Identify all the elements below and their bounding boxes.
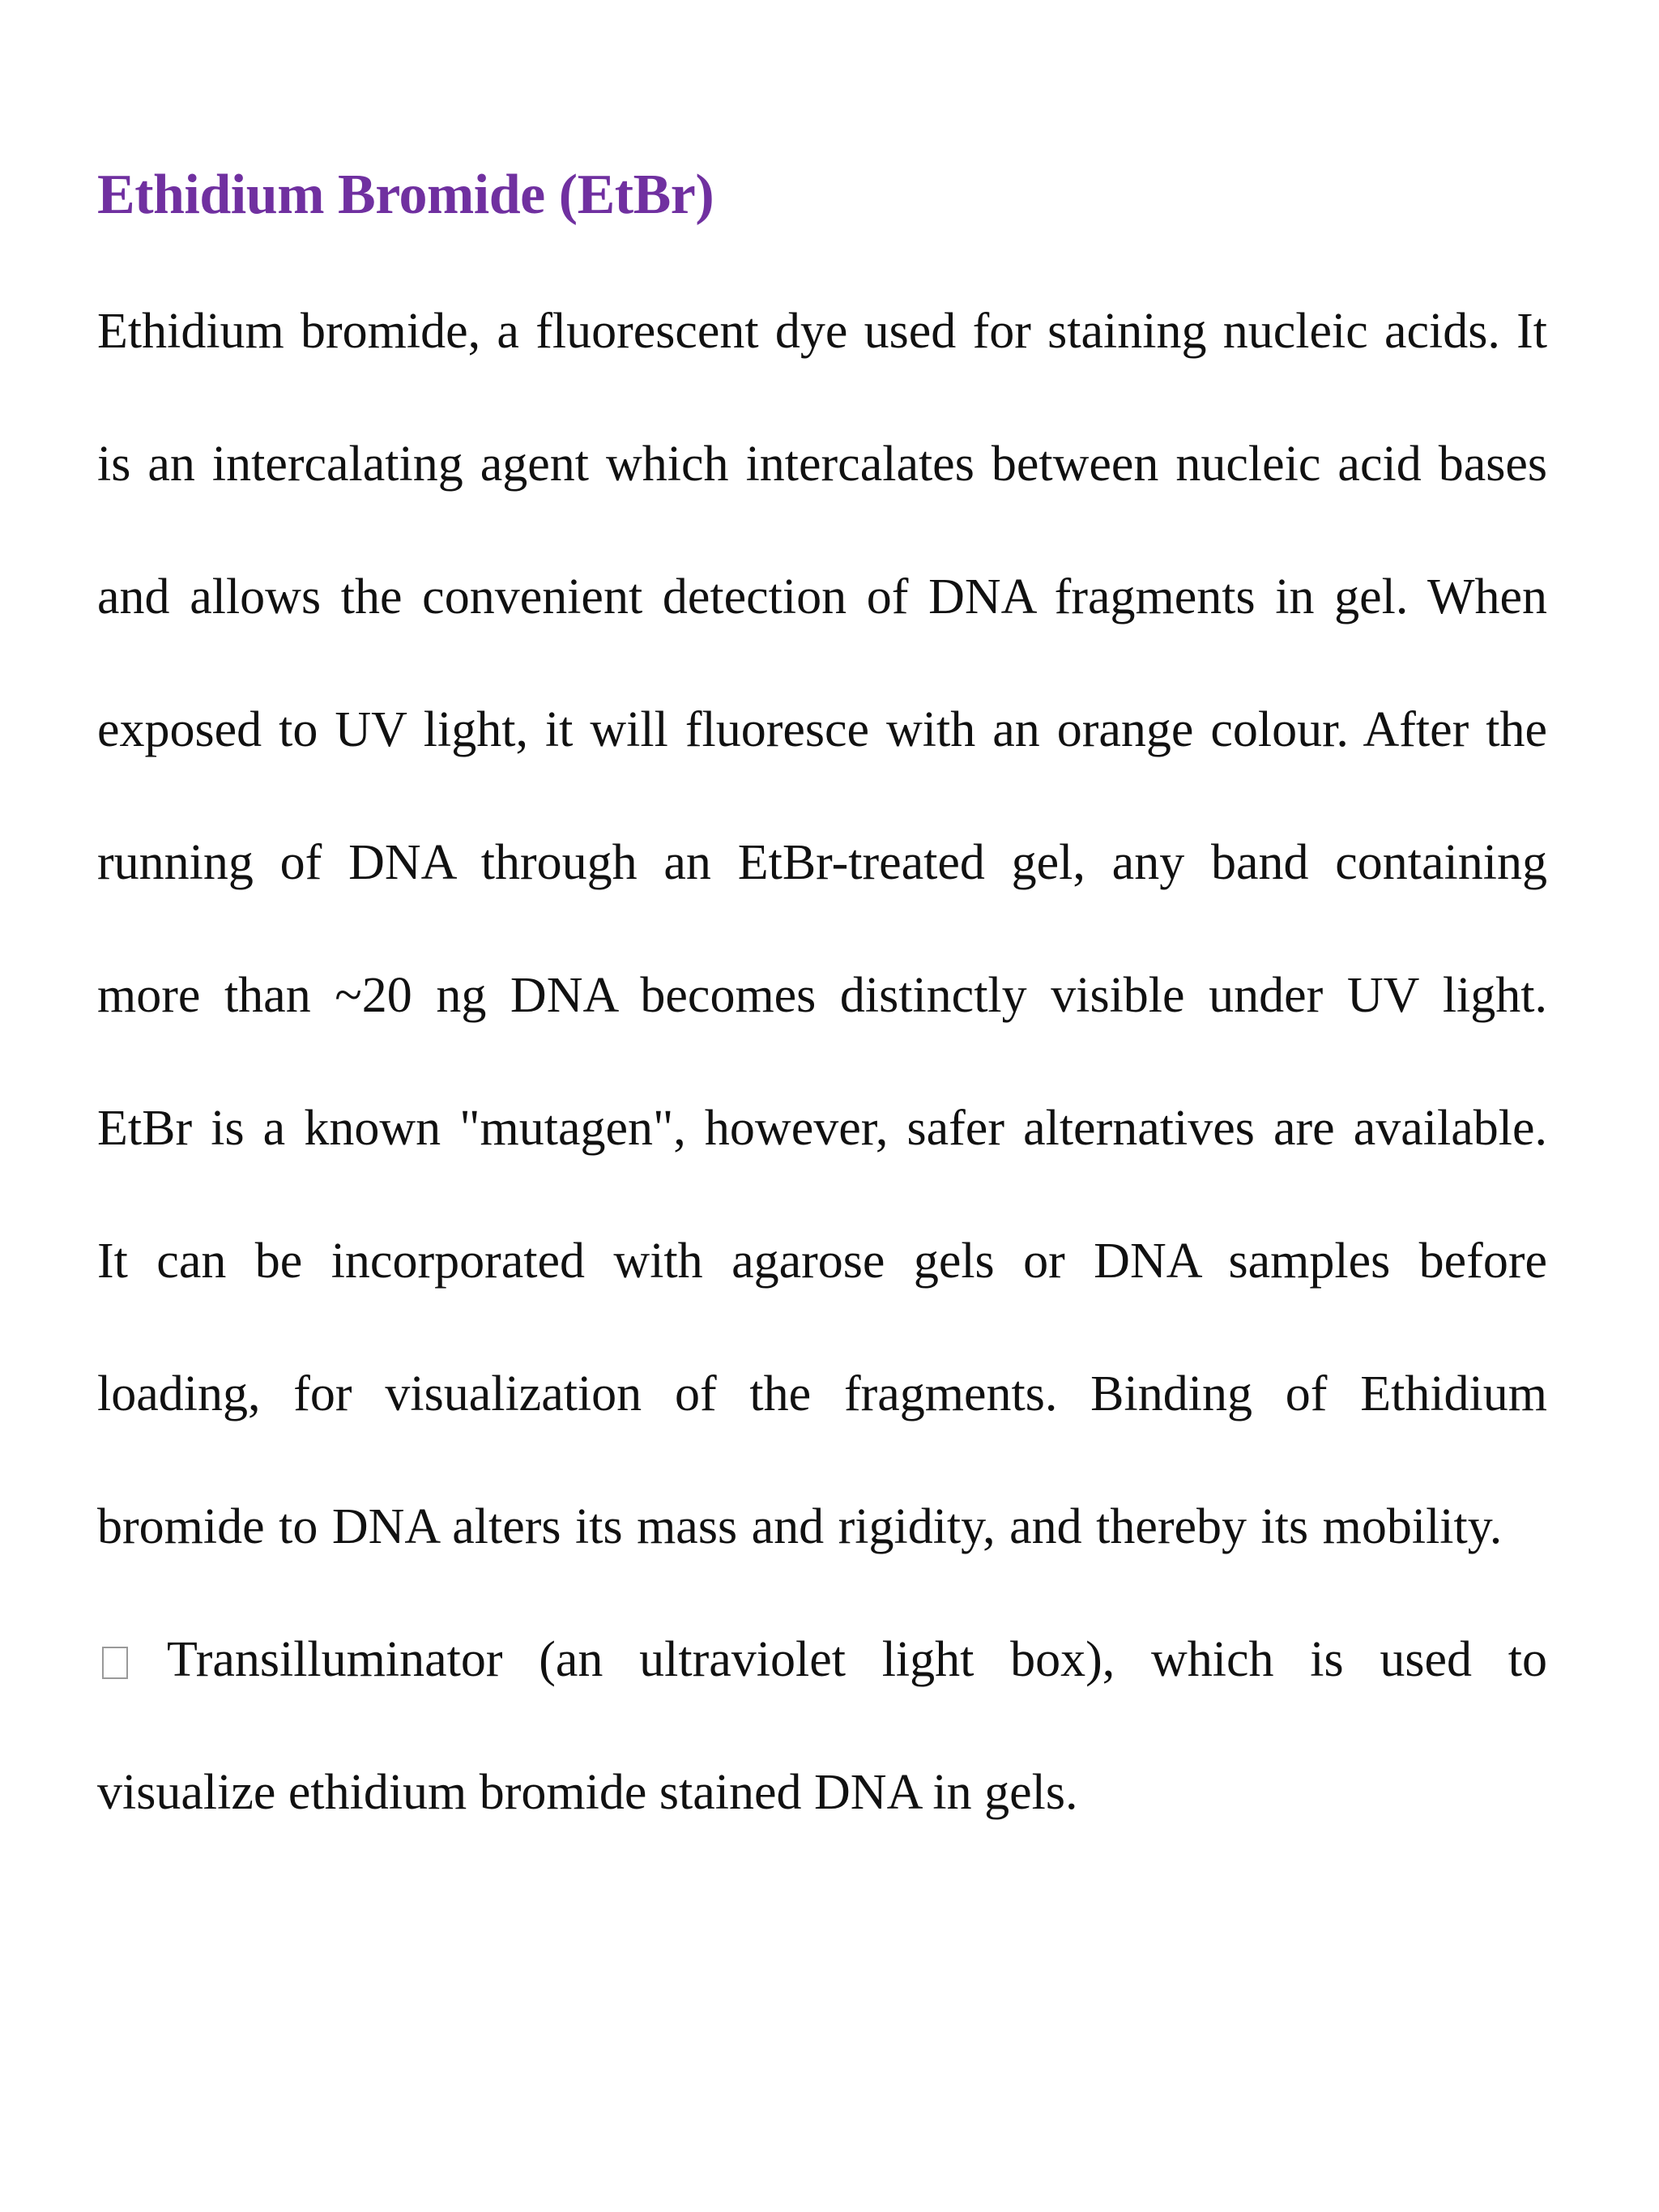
bullet-text: Transilluminator (an ultraviolet light box), which is used to visualize ethidium bromide stained DNA in gels.	[97, 1632, 1547, 1820]
document-content	[97, 158, 1547, 1859]
page-title: Ethidium Bromide (EtBr)	[97, 164, 714, 226]
missing-glyph-box-icon	[102, 1647, 128, 1679]
bullet-item	[97, 1593, 1547, 1859]
body-paragraph: Ethidium bromide, a fluorescent dye used for staining nucleic acids. It is an intercalating agent which intercalates between nucleic acid bases and allows the convenient detection of DNA fragments in gel. When exposed to UV light, it will fluoresce with an orange colour. After the running of DNA through an EtBr-treated gel, any band containing more than ~20 ng DNA becomes distinctly visible under UV light. EtBr is a known "mutagen", however, safer alternatives are available. It can be incorporated with agarose gels or DNA samples before loading, for visualization of the fragments. Binding of Ethidium bromide to DNA alters its mass and rigidity, and thereby its mobility.	[97, 304, 1547, 1554]
